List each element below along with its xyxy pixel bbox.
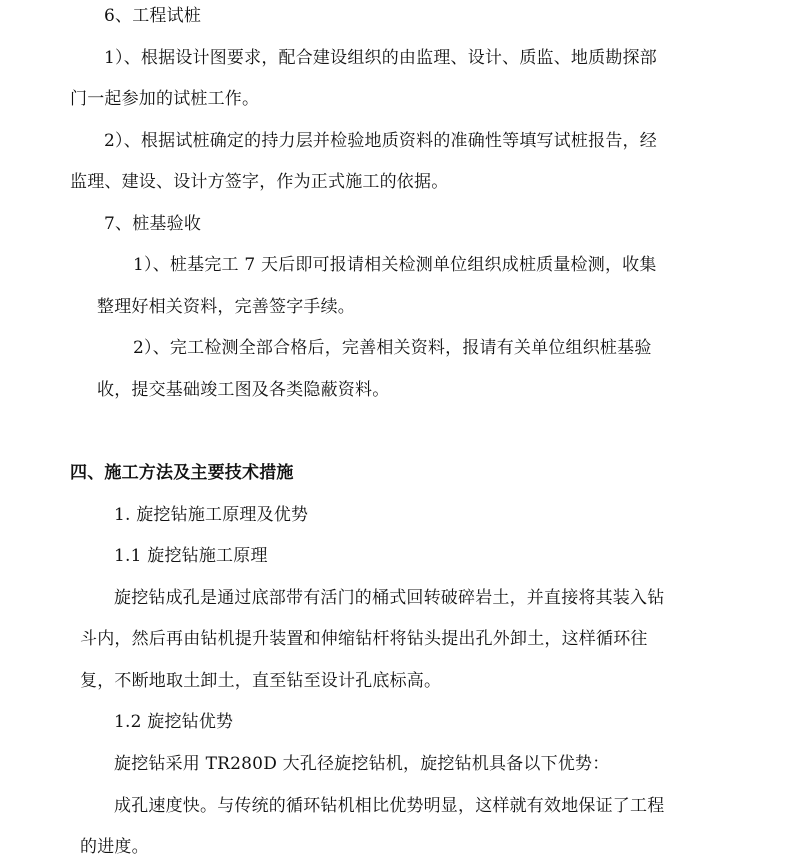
paragraph-line: 1）、桩基完工 7 天后即可报请相关检测单位组织成桩质量检测，收集 [133, 255, 657, 275]
subsection-heading-acceptance: 7、桩基验收 [104, 214, 202, 234]
subsection-heading: 1.1 旋挖钻施工原理 [114, 546, 268, 566]
paragraph-line: 旋挖钻采用 TR280D 大孔径旋挖钻机，旋挖钻机具备以下优势： [114, 754, 610, 774]
subsection-heading-pile-test: 6、工程试桩 [104, 6, 202, 26]
section-heading: 四、施工方法及主要技术措施 [70, 463, 294, 483]
paragraph-line: 1）、根据设计图要求，配合建设组织的由监理、设计、质监、地质勘探部 [104, 48, 657, 68]
subsection-heading: 1.2 旋挖钻优势 [114, 712, 234, 732]
paragraph-line: 旋挖钻成孔是通过底部带有活门的桶式回转破碎岩土，并直接将其装入钻 [114, 588, 665, 608]
paragraph-line: 收，提交基础竣工图及各类隐蔽资料。 [97, 380, 390, 400]
paragraph-line: 斗内，然后再由钻机提升装置和伸缩钻杆将钻头提出孔外卸土，这样循环往 [80, 629, 648, 649]
paragraph-line: 的进度。 [80, 837, 149, 857]
subsection-heading: 1. 旋挖钻施工原理及优势 [114, 505, 309, 525]
paragraph-line: 整理好相关资料，完善签字手续。 [97, 297, 355, 317]
paragraph-line: 2）、完工检测全部合格后，完善相关资料，报请有关单位组织桩基验 [133, 338, 652, 358]
paragraph-line: 2）、根据试桩确定的持力层并检验地质资料的准确性等填写试桩报告，经 [104, 131, 657, 151]
paragraph-line: 复，不断地取土卸土，直至钻至设计孔底标高。 [80, 671, 442, 691]
paragraph-line: 门一起参加的试桩工作。 [70, 89, 260, 109]
paragraph-line: 成孔速度快。与传统的循环钻机相比优势明显，这样就有效地保证了工程 [114, 796, 665, 816]
paragraph-line: 监理、建设、设计方签字，作为正式施工的依据。 [70, 172, 449, 192]
